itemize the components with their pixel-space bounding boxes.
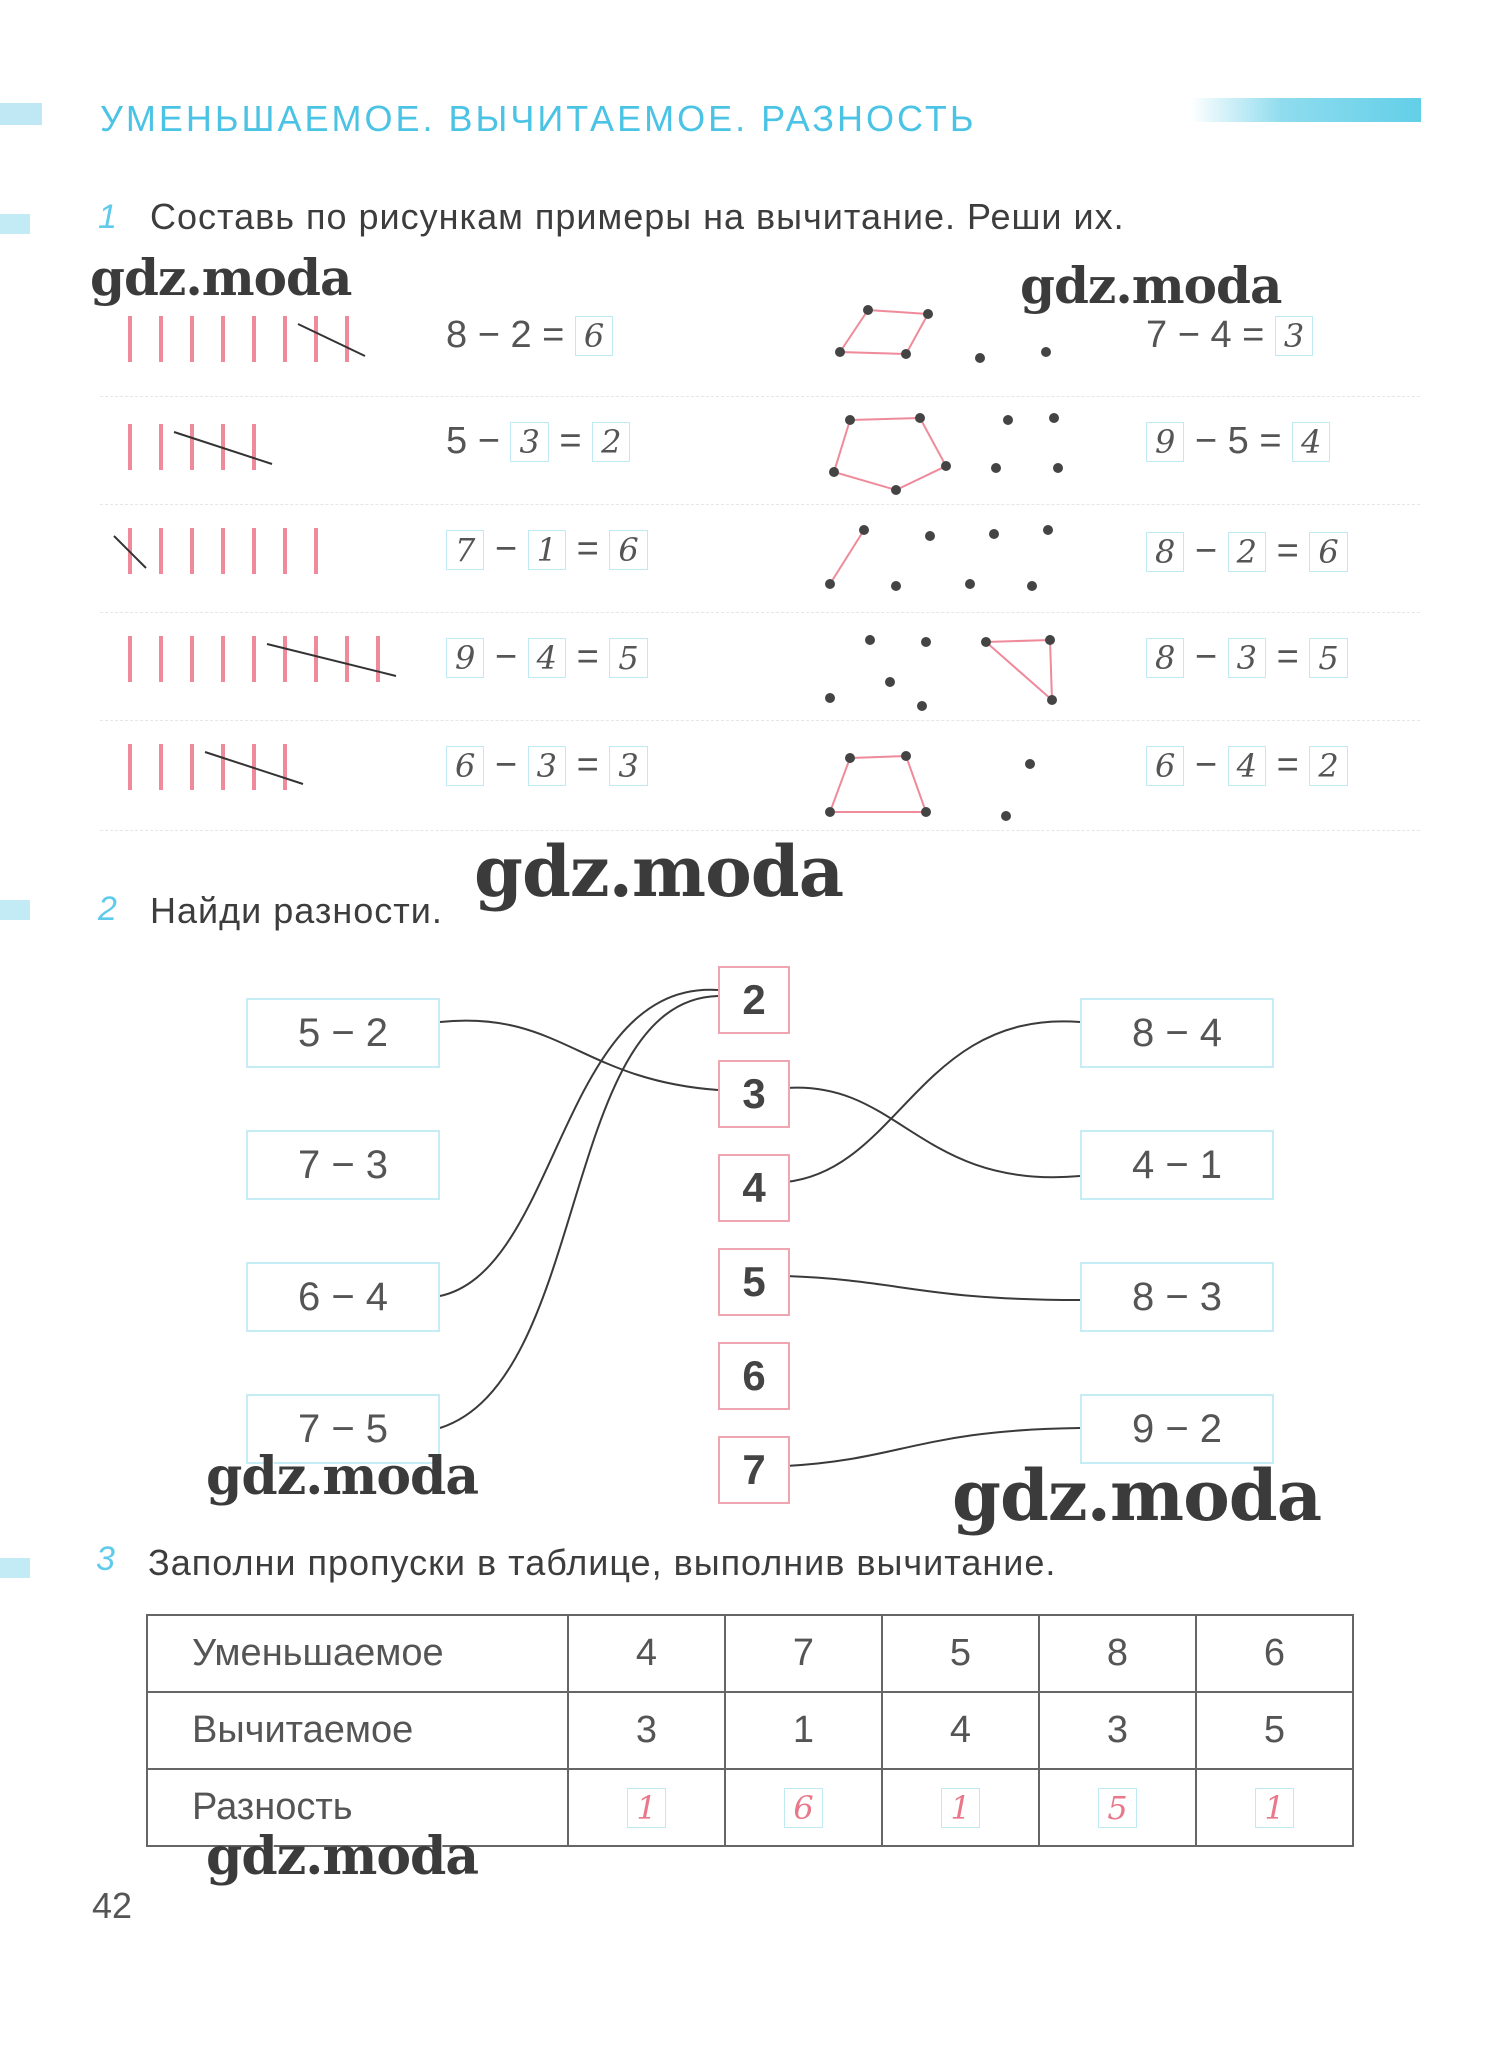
table-cell: 3: [568, 1692, 725, 1769]
expression-box: 8 − 3: [1080, 1262, 1274, 1332]
task1-text: Составь по рисункам примеры на вычитание. Реши их.: [150, 196, 1125, 237]
answer: 6: [446, 746, 484, 786]
subtrahend: 2: [510, 314, 532, 356]
equation-left-5: 6 − 3 = 3: [446, 744, 648, 787]
answer: 6: [609, 530, 647, 570]
answer: 3: [609, 746, 647, 786]
equation-right-1: 7 − 4 = 3: [1146, 314, 1313, 357]
expression-box: 7 − 3: [246, 1130, 440, 1200]
equation-left-1: 8 − 2 = 6: [446, 314, 613, 357]
subtrahend: 5: [1227, 420, 1249, 462]
answer: 3: [528, 746, 566, 786]
watermark: gdz.moda: [474, 830, 844, 913]
answer: 4: [1292, 422, 1330, 462]
answer: 4: [1228, 746, 1266, 786]
table-cell: 3: [1039, 1692, 1196, 1769]
table-row: [147, 1692, 1353, 1769]
answer-number-box: 3: [718, 1060, 790, 1128]
equation-left-4: 9 − 4 = 5: [446, 636, 648, 679]
task1-number: 1: [98, 198, 117, 236]
table-cell: 5: [882, 1615, 1039, 1692]
handwritten-answer: 6: [784, 1788, 822, 1828]
answer: 2: [1228, 532, 1266, 572]
answer: 4: [528, 638, 566, 678]
answer: 7: [446, 530, 484, 570]
answer: 8: [1146, 638, 1184, 678]
answer: 5: [609, 638, 647, 678]
minuend: 5: [446, 420, 468, 462]
table-cell: 7: [725, 1615, 882, 1692]
table-cell: [1039, 1769, 1196, 1846]
row-label: Уменьшаемое: [147, 1615, 568, 1692]
subtraction-table: [146, 1614, 1354, 1847]
answer: 2: [592, 422, 630, 462]
watermark: gdz.moda: [1020, 256, 1282, 315]
answer: 6: [1146, 746, 1184, 786]
equation-right-4: 8 − 3 = 5: [1146, 636, 1348, 679]
handwritten-answer: 1: [1255, 1788, 1293, 1828]
table-cell: 8: [1039, 1615, 1196, 1692]
handwritten-answer: 5: [1098, 1788, 1136, 1828]
handwritten-answer: 1: [627, 1788, 665, 1828]
answer-number-box: 6: [718, 1342, 790, 1410]
table-cell: 4: [882, 1692, 1039, 1769]
table-cell: 1: [725, 1692, 882, 1769]
answer: 6: [575, 316, 613, 356]
table-cell: [882, 1769, 1039, 1846]
answer-number-box: 5: [718, 1248, 790, 1316]
task3-number: 3: [96, 1540, 115, 1578]
expression-box: 9 − 2: [1080, 1394, 1274, 1464]
equation-right-3: 8 − 2 = 6: [1146, 530, 1348, 573]
table-cell: [568, 1769, 725, 1846]
answer: 5: [1309, 638, 1347, 678]
answer-number-box: 2: [718, 966, 790, 1034]
answer: 1: [528, 530, 566, 570]
page-title: УМЕНЬШАЕМОЕ. ВЫЧИТАЕМОЕ. РАЗНОСТЬ: [100, 98, 977, 139]
answer: 3: [1228, 638, 1266, 678]
table-cell: [725, 1769, 882, 1846]
expression-box: 8 − 4: [1080, 998, 1274, 1068]
equation-right-2: 9 − 5 = 4: [1146, 420, 1330, 463]
task-marker: [0, 1558, 30, 1578]
task2-text: Найди разности.: [150, 890, 443, 931]
watermark: gdz.moda: [206, 1826, 479, 1887]
page-number: 42: [92, 1885, 133, 1926]
watermark: gdz.moda: [206, 1446, 479, 1507]
answer: 8: [1146, 532, 1184, 572]
answer-number-box: 7: [718, 1436, 790, 1504]
equation-left-3: 7 − 1 = 6: [446, 528, 648, 571]
equation-left-2: 5 − 3 = 2: [446, 420, 630, 463]
expression-box: 4 − 1: [1080, 1130, 1274, 1200]
task3-text: Заполни пропуски в таблице, выполнив вычитание.: [148, 1542, 1057, 1583]
answer: 9: [1146, 422, 1184, 462]
answer: 2: [1309, 746, 1347, 786]
subtrahend: 4: [1210, 314, 1232, 356]
table-cell: 4: [568, 1615, 725, 1692]
answer-number-box: 4: [718, 1154, 790, 1222]
expression-box: 6 − 4: [246, 1262, 440, 1332]
table-row: [147, 1615, 1353, 1692]
expression-box: 5 − 2: [246, 998, 440, 1068]
equation-right-5: 6 − 4 = 2: [1146, 744, 1348, 787]
expression-box: 7 − 5: [246, 1394, 440, 1464]
answer: 3: [1275, 316, 1313, 356]
answer: 9: [446, 638, 484, 678]
row-label: Вычитаемое: [147, 1692, 568, 1769]
table-cell: 5: [1196, 1692, 1353, 1769]
table-cell: 6: [1196, 1615, 1353, 1692]
row-label: Разность: [147, 1769, 568, 1846]
table-cell: [1196, 1769, 1353, 1846]
minuend: 7: [1146, 314, 1168, 356]
handwritten-answer: 1: [941, 1788, 979, 1828]
minuend: 8: [446, 314, 468, 356]
watermark: gdz.moda: [952, 1454, 1322, 1537]
answer: 6: [1309, 532, 1347, 572]
task2-number: 2: [98, 890, 117, 928]
watermark: gdz.moda: [90, 248, 352, 307]
answer: 3: [510, 422, 548, 462]
